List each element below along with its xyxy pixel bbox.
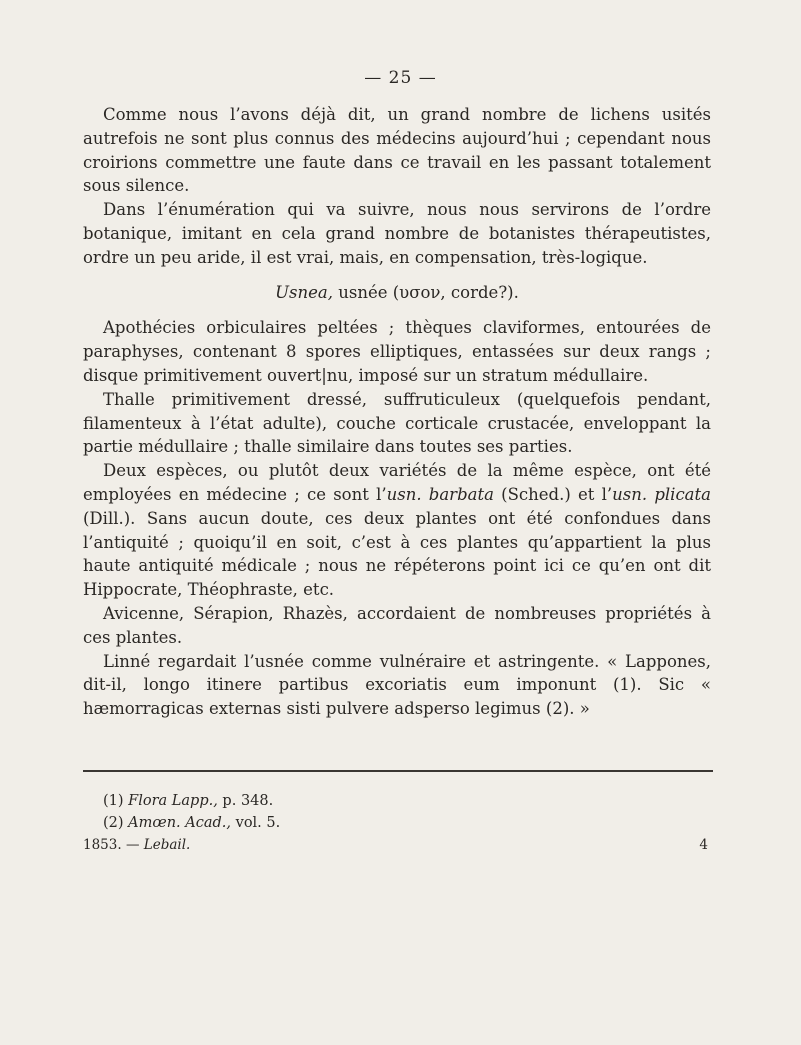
footnote-1 bbox=[83, 790, 711, 812]
footnote-2-title: Amœn. Acad., bbox=[128, 815, 232, 831]
species-name-barbata: usn. barbata bbox=[386, 484, 494, 504]
footnote-1-ref: p. 348. bbox=[217, 793, 274, 809]
heading-rest: usnée (υσον, corde?). bbox=[333, 282, 519, 302]
species-text-c: (Sched.) et l’ bbox=[493, 484, 613, 504]
species-text-e: (Dill.). Sans aucun doute, ces deux plantes ont été confondues dans l’antiquité ; quoiqu’il en soit, c’est à ces plantes qu’appartient la plus haute antiquité médicale ; nous ne répéterons point ici ce qu’en ont dit Hippocrate, Théophraste, etc. bbox=[83, 508, 711, 600]
species-name-plicata: usn. plicata bbox=[612, 484, 711, 504]
signature-number: 4 bbox=[699, 837, 708, 853]
paragraph-method: Dans l’énumération qui va suivre, nous nous servirons de l’ordre botanique, imitant en cela grand nombre de botanistes thérapeutistes, ordre un peu aride, il est vrai, mais, en compensation, très-logique. bbox=[83, 200, 711, 267]
paragraph-linne: Linné regardait l’usnée comme vulnéraire et astringente. « Lappones, dit-il, longo itinere partibus excoriatis eum imponunt (1). Sic « hæmorragicas externas sisti pulvere adsperso legimus (2). » bbox=[83, 651, 711, 719]
species-text-a: Deux espèces, ou plutôt deux variétés de la même espèce, ont été employées en médecine ; ce sont l’ bbox=[83, 461, 711, 504]
main-text bbox=[83, 103, 711, 721]
paragraph-thallus: Thalle primitivement dressé, suffruticuleux (quelquefois pendant, filamenteux à l’état adulte), couche corticale crustacée, enveloppant la partie médullaire ; thalle similaire dans toutes ses parties. bbox=[83, 389, 711, 457]
heading-genus: Usnea, bbox=[275, 282, 333, 302]
section-heading bbox=[83, 281, 711, 305]
paragraph-intro: Comme nous l’avons déjà dit, un grand nombre de lichens usités autrefois ne sont plus connus des médecins aujourd’hui ; cependant nous croirions commettre une faute dans ce travail en les passant totalement sous silence. bbox=[83, 105, 711, 196]
footnotes bbox=[83, 790, 711, 856]
footnote-rule bbox=[83, 770, 713, 772]
footnote-1-title: Flora Lapp., bbox=[128, 793, 218, 809]
footnote-2-ref: vol. 5. bbox=[231, 815, 281, 831]
signature-year: 1853. — bbox=[83, 837, 144, 853]
paragraph-species bbox=[83, 459, 711, 602]
paragraph-avicenna: Avicenne, Sérapion, Rhazès, accordaient de nombreuses propriétés à ces plantes. bbox=[83, 603, 711, 647]
footnote-1-number: (1) bbox=[103, 793, 129, 809]
page-number: — 25 — bbox=[364, 68, 437, 88]
signature-line bbox=[83, 834, 711, 856]
footnote-2 bbox=[83, 812, 711, 834]
paragraph-apothecia: Apothécies orbiculaires peltées ; thèques claviformes, entourées de paraphyses, contenant 8 spores elliptiques, entassées sur deux rangs ; disque primitivement ouvert|nu, imposé sur un stratum médullaire. bbox=[83, 318, 711, 385]
signature-name: Lebail. bbox=[143, 837, 191, 853]
footnote-2-number: (2) bbox=[103, 815, 129, 831]
signature-left bbox=[83, 834, 190, 856]
